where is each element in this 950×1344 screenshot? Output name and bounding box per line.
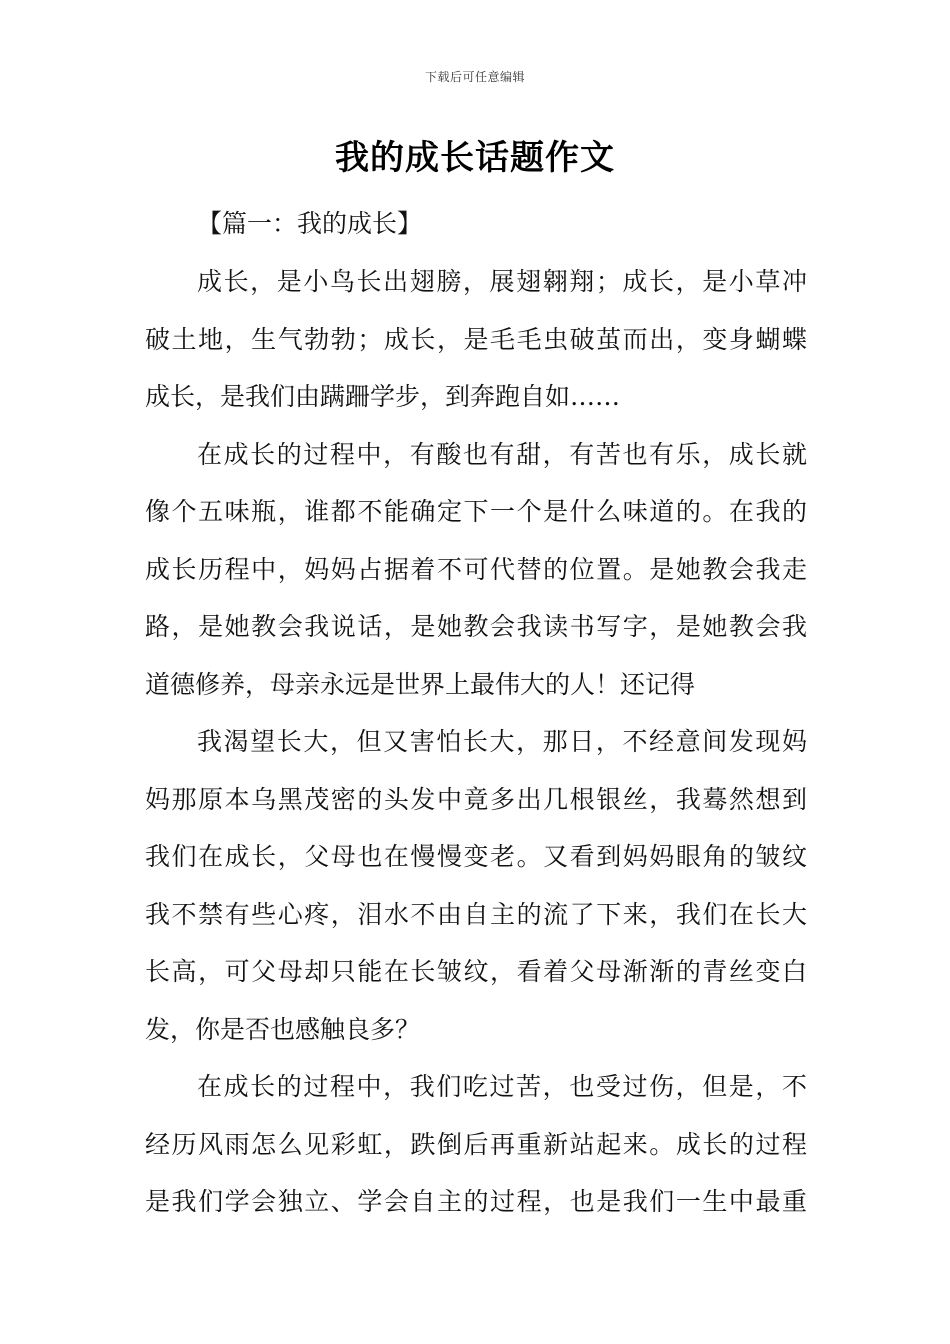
text-line: 破土地，生气勃勃；成长，是毛毛虫破茧而出，变身蝴蝶 — [145, 324, 807, 354]
text-line: 妈那原本乌黑茂密的头发中竟多出几根银丝，我蓦然想到 — [145, 784, 807, 814]
body-text — [145, 195, 807, 1231]
paragraph-3 — [145, 713, 807, 1058]
text-line: 我渴望长大，但又害怕长大，那日，不经意间发现妈 — [197, 727, 807, 756]
section-heading: 【篇一：我的成长】 — [197, 209, 423, 238]
paragraph-1 — [145, 253, 807, 426]
text-line: 成长，是我们由蹒跚学步，到奔跑自如…… — [145, 382, 621, 411]
text-line: 我不禁有些心疼，泪水不由自主的流了下来，我们在长大 — [145, 899, 807, 929]
text-line: 像个五味瓶，谁都不能确定下一个是什么味道的。在我的 — [145, 497, 807, 526]
paragraph-4 — [145, 1058, 807, 1231]
paragraph-2 — [145, 426, 807, 714]
text-line: 我们在成长，父母也在慢慢变老。又看到妈妈眼角的皱纹 — [145, 842, 807, 871]
text-line: 长高，可父母却只能在长皱纹，看着父母渐渐的青丝变白 — [145, 957, 807, 986]
text-line: 发，你是否也感触良多？ — [145, 1014, 421, 1044]
document-title: 我的成长话题作文 — [335, 138, 615, 178]
header-note: 下载后可任意编辑 — [424, 70, 525, 84]
text-line: 路，是她教会我说话，是她教会我读书写字，是她教会我 — [145, 612, 807, 641]
text-line: 在成长的过程中，有酸也有甜，有苦也有乐，成长就 — [197, 439, 807, 469]
text-line: 道德修养，母亲永远是世界上最伟大的人！还记得 — [145, 669, 696, 699]
text-line: 成长，是小鸟长出翅膀，展翅翱翔；成长，是小草冲 — [197, 267, 807, 296]
text-line: 成长历程中，妈妈占据着不可代替的位置。是她教会我走 — [145, 554, 807, 584]
text-line: 经历风雨怎么见彩虹，跌倒后再重新站起来。成长的过程 — [145, 1129, 807, 1159]
text-line: 在成长的过程中，我们吃过苦，也受过伤，但是，不 — [197, 1072, 807, 1101]
text-line: 是我们学会独立、学会自主的过程，也是我们一生中最重 — [145, 1187, 807, 1216]
